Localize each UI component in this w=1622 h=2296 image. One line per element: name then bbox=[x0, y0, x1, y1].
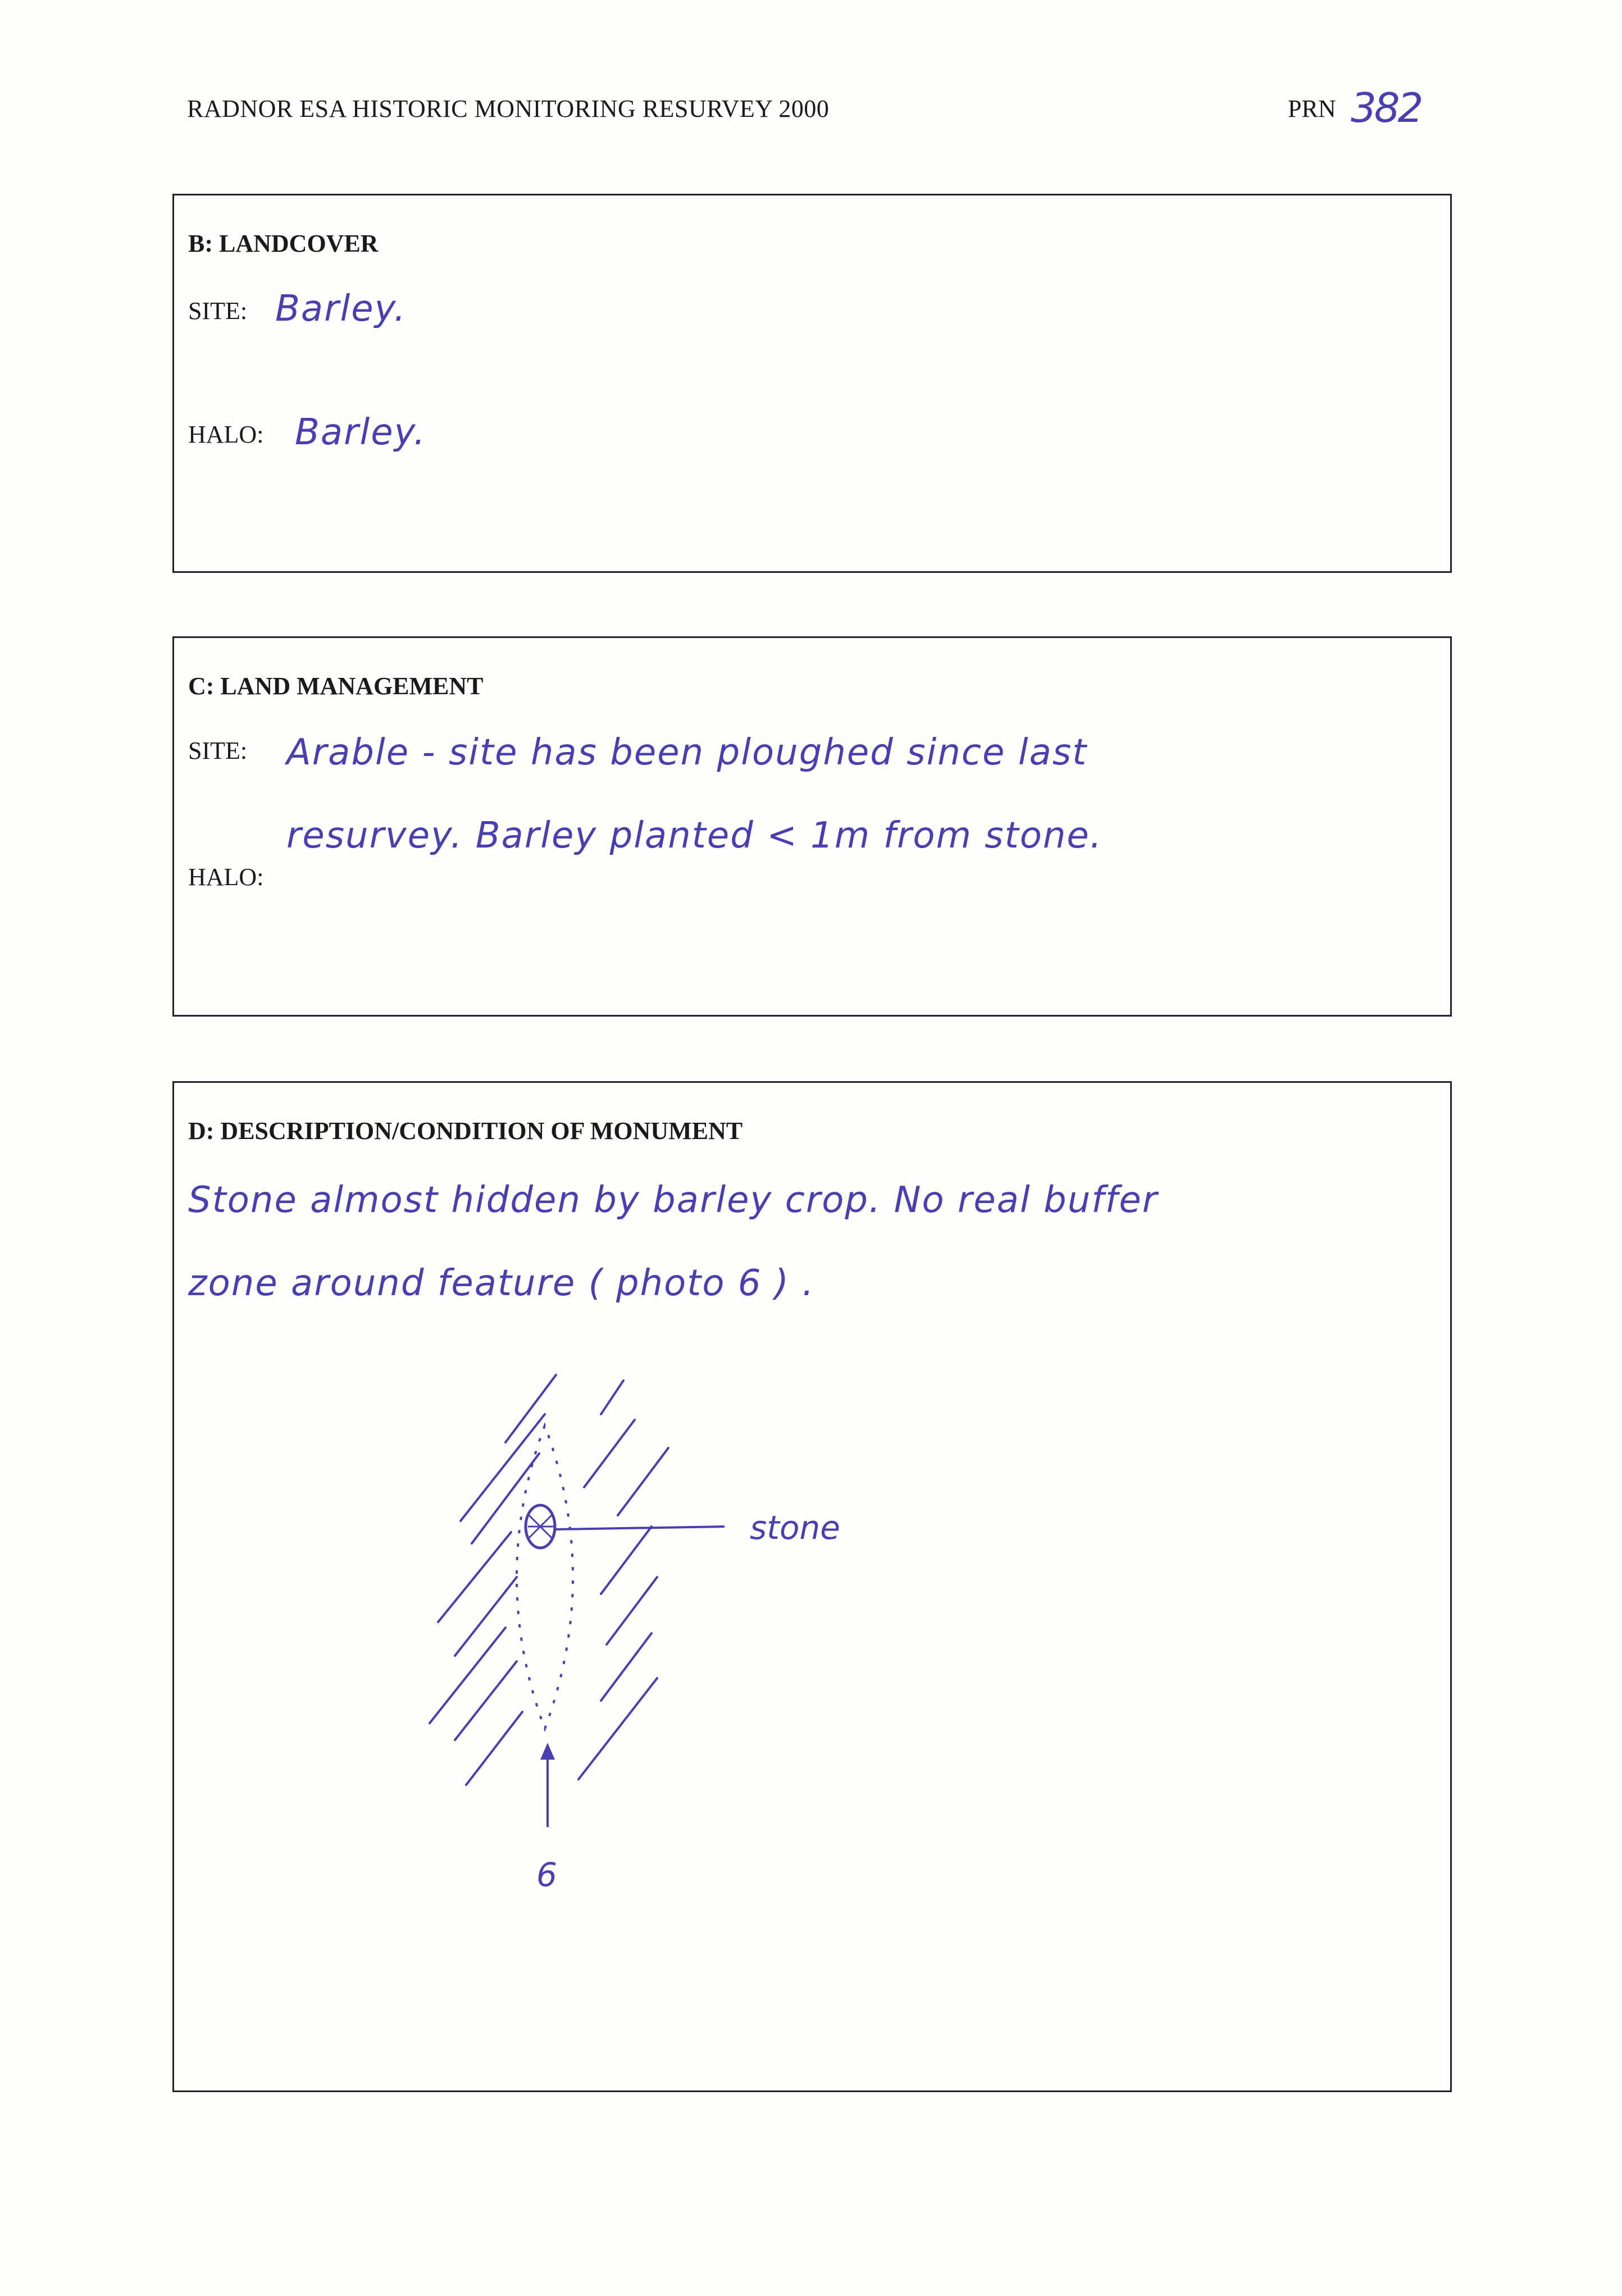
land-management-halo-label: HALO: bbox=[188, 863, 264, 891]
land-management-site-value bbox=[286, 711, 1102, 877]
stone-leader-line bbox=[556, 1527, 725, 1529]
land-management-site-line-1: Arable - site has been ploughed since last bbox=[286, 732, 1088, 773]
description-line-2: zone around feature ( photo 6 ) . bbox=[188, 1263, 815, 1304]
landcover-site-label: SITE: bbox=[188, 297, 248, 325]
prn-label: PRN bbox=[1288, 95, 1336, 122]
landcover-title: B: LANDCOVER bbox=[188, 230, 379, 257]
landcover-halo-label: HALO: bbox=[188, 421, 264, 448]
land-management-section bbox=[172, 636, 1452, 1017]
site-sketch bbox=[174, 1083, 1450, 2090]
land-management-site-line-2: resurvey. Barley planted < 1m from stone. bbox=[286, 815, 1103, 857]
description-line-1: Stone almost hidden by barley crop. No real buffer bbox=[188, 1179, 1158, 1221]
landcover-site-value: Barley. bbox=[275, 288, 407, 330]
stone-symbol bbox=[526, 1505, 555, 1548]
stone-label: stone bbox=[750, 1509, 840, 1547]
photo-direction-arrow-icon bbox=[540, 1743, 555, 1827]
prn-value: 382 bbox=[1351, 84, 1421, 131]
landcover-halo-value: Barley. bbox=[295, 412, 426, 453]
photo-number-label: 6 bbox=[536, 1856, 557, 1894]
land-management-title: C: LAND MANAGEMENT bbox=[188, 672, 484, 700]
land-management-site-label: SITE: bbox=[188, 737, 248, 764]
description-section bbox=[172, 1081, 1452, 2092]
form-title: RADNOR ESA HISTORIC MONITORING RESURVEY 2000 bbox=[187, 95, 830, 122]
landcover-section bbox=[172, 194, 1452, 573]
description-title: D: DESCRIPTION/CONDITION OF MONUMENT bbox=[188, 1117, 743, 1145]
